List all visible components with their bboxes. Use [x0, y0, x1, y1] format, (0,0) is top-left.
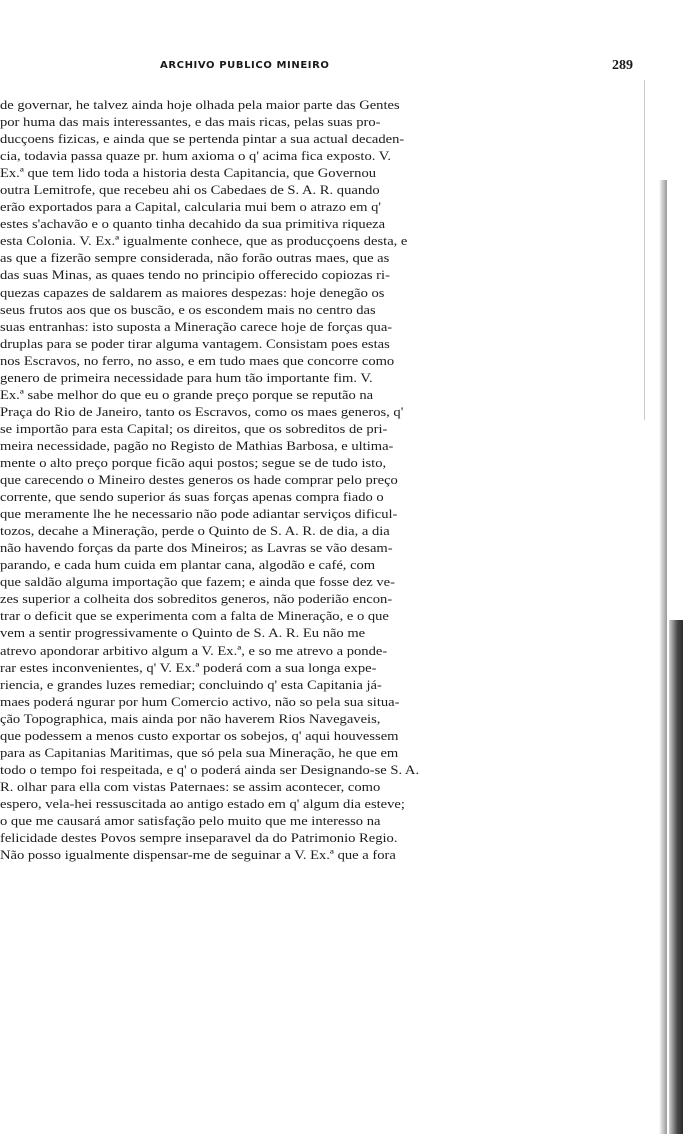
text-line: zes superior a colheita dos sobreditos generos, não poderião encon- — [0, 591, 392, 607]
running-header — [60, 58, 633, 78]
text-line: que podessem a menos custo exportar os sobejos, q' aqui houvessem — [0, 727, 399, 743]
text-line: suas entranhas: isto suposta a Mineração carece hoje de forças qua- — [0, 318, 392, 334]
text-line: para as Capitanias Maritimas, que só pela sua Mineração, he que em — [0, 744, 399, 760]
text-line: espero, vela-hei ressuscitada ao antigo estado em q' algum dia esteve; — [0, 795, 405, 811]
text-line: rar estes inconvenientes, q' V. Ex.ª poderá com a sua longa expe- — [0, 659, 377, 675]
text-line: meira necessidade, pagão no Registo de Mathias Barbosa, e ultima- — [0, 437, 394, 453]
text-line: riencia, e grandes luzes remediar; concluindo q' esta Capitania já- — [0, 676, 382, 692]
text-line: todo o tempo foi respeitada, e q' o poderá ainda ser Designando-se S. A. — [0, 761, 419, 777]
text-line: tozos, decahe a Mineração, perde o Quinto de S. A. R. de dia, a dia — [0, 523, 390, 539]
body-text — [0, 96, 500, 863]
text-line: maes poderá ngurar por hum Comercio activo, não so pela sua situa- — [0, 693, 400, 709]
text-line: nos Escravos, no ferro, no asso, e em tudo maes que concorre como — [0, 352, 395, 368]
text-line: seus frutos aos que os buscão, e os escondem mais no centro das — [0, 301, 376, 317]
text-line: de governar, he talvez ainda hoje olhada pela maior parte das Gentes — [0, 97, 400, 112]
text-line: trar o deficit que se experimenta com a falta de Mineração, e o que — [0, 608, 389, 624]
text-line: R. olhar para ella com vistas Paternaes: se assim acontecer, como — [0, 778, 381, 794]
text-line: esta Colonia. V. Ex.ª igualmente conhece, que as producçoens desta, e — [0, 233, 408, 249]
text-line: que meramente lhe he necessario não pode adiantar serviços dificul- — [0, 506, 398, 522]
text-line: felicidade destes Povos sempre inseparavel da do Patrimonio Regio. — [0, 830, 398, 846]
text-line: Ex.ª sabe melhor do que eu o grande preço porque se reputão na — [0, 386, 373, 402]
text-line: corrente, que sendo superior ás suas forças apenas compra fiado o — [0, 489, 384, 505]
text-line: por huma das mais interessantes, e das mais ricas, pelas suas pro- — [0, 114, 381, 130]
binding-edge — [659, 180, 667, 1134]
binding-line — [644, 80, 645, 420]
text-line: parando, e cada hum cuida em plantar cana, algodão e café, com — [0, 557, 376, 573]
text-line: Não posso igualmente dispensar-me de seguinar a V. Ex.ª que a fora — [0, 847, 396, 863]
text-line: o que me causará amor satisfação pelo muito que me interesso na — [0, 812, 381, 828]
text-line: que carecendo o Mineiro destes generos os hade comprar pelo preço — [0, 472, 398, 488]
text-line: Praça do Rio de Janeiro, tanto os Escravos, como os maes generos, q' — [0, 403, 404, 419]
text-line: que saldão alguma importação que fazem; e ainda que fosse dez ve- — [0, 574, 395, 590]
text-line: as que a fizerão sempre considerada, não forão outras maes, que as — [0, 250, 390, 266]
text-line: se importão para esta Capital; os direitos, que os sobreditos de pri- — [0, 420, 388, 436]
text-line: não havendo forças da parte dos Mineiros; as Lavras se vão desam- — [0, 540, 393, 556]
text-line: ducçoens fizicas, e ainda que se pertenda pintar a sua actual decaden- — [0, 131, 405, 147]
text-line: ção Topographica, mais ainda por não haverem Rios Navegaveis, — [0, 710, 381, 726]
text-line: Ex.ª que tem lido toda a historia desta Capitancia, que Governou — [0, 165, 377, 181]
text-line: das suas Minas, as quaes tendo no principio offerecido copiozas ri- — [0, 267, 390, 283]
text-line: cia, todavia passa quaze pr. hum axioma o q' acima fica exposto. V. — [0, 148, 391, 164]
text-line: outra Lemitrofe, que recebeu ahi os Cabedaes de S. A. R. quando — [0, 182, 380, 198]
text-line: druplas para se poder tirar alguma vantagem. Consistam poes estas — [0, 335, 390, 351]
text-line: vem a sentir progressivamente o Quinto de S. A. R. Eu não me — [0, 625, 366, 641]
binding-shadow — [669, 620, 683, 1134]
text-line: genero de primeira necessidade para hum tão importante fim. V. — [0, 369, 373, 385]
text-line: estes s'achavão e o quanto tinha decahido da sua primitiva riqueza — [0, 216, 386, 232]
text-line: atrevo apondorar arbitivo algum a V. Ex.ª, e so me atrevo a ponde- — [0, 642, 388, 658]
text-line: mente o alto preço porque ficão aqui postos; segue se de tudo isto, — [0, 454, 387, 470]
running-title: ARCHIVO PUBLICO MINEIRO — [160, 60, 330, 71]
text-line: erão exportados para a Capital, calcularia mui bem o atrazo em q' — [0, 199, 381, 215]
page-number: 289 — [612, 58, 633, 73]
text-line: quezas capazes de saldarem as maiores despezas: hoje denegão os — [0, 284, 385, 300]
